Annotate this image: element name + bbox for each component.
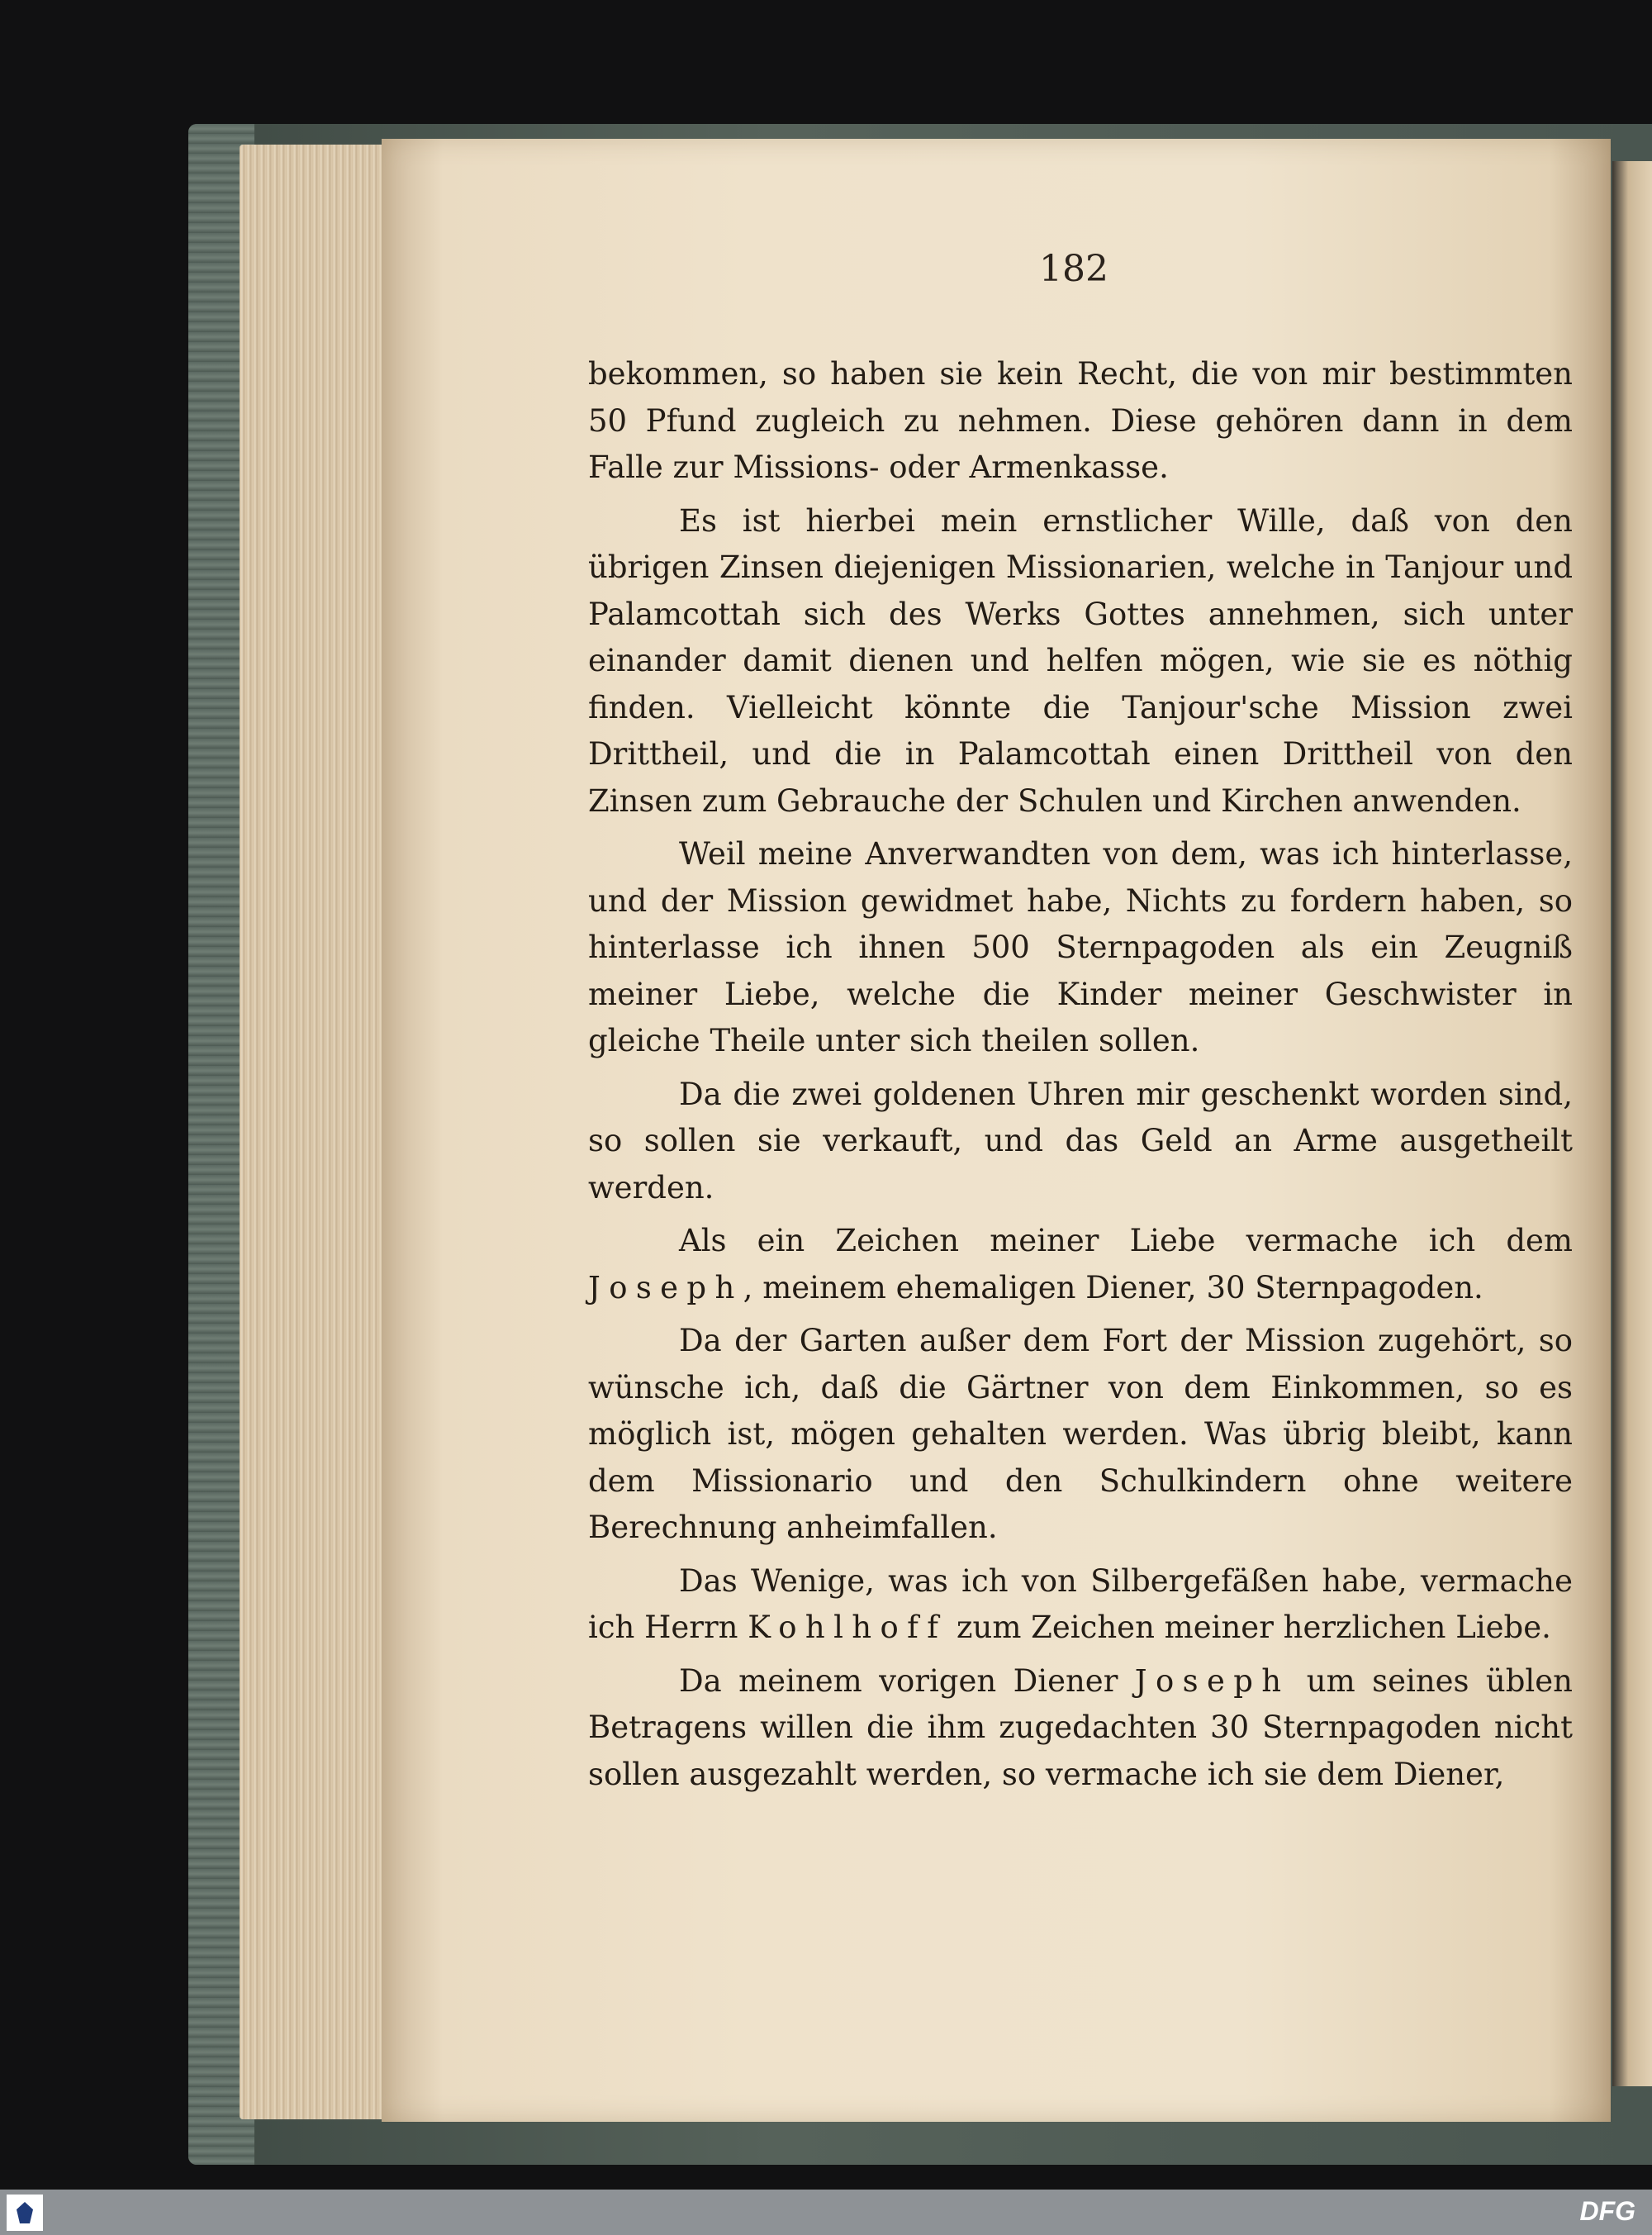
dfg-logo[interactable]: DFG xyxy=(1579,2196,1635,2226)
facing-page xyxy=(1612,161,1652,2086)
paragraph-text: zum Zeichen meiner herzlichen Liebe. xyxy=(947,1610,1551,1645)
library-logo-icon[interactable] xyxy=(7,2195,43,2231)
paragraph: Da der Garten außer dem Fort der Mission zugehört, so wünsche ich, daß die Gärtner von dem Einkommen, so es möglich ist, mögen gehalten werden. Was übrig bleibt, kann dem Missionario und den Schulkindern ohne weitere Berechnung anheimfallen. xyxy=(588,1323,1573,1545)
paragraph: Es ist hierbei mein ernstlicher Wille, daß von den übrigen Zinsen diejenigen Missionarien, welche in Tanjour und Palamcottah sich des Werks Gottes annehmen, sich unter einander damit dienen und helfen mögen, wie sie es nöthig finden. Vielleicht könnte die Tanjour'sche Mission zwei Drittheil, und die in Palamcottah einen Drittheil von den Zinsen zum Gebrauche der Schulen und Kirchen anwenden. xyxy=(588,502,1573,819)
viewer-footer-bar xyxy=(0,2190,1652,2235)
paragraph-text: Das Wenige, was ich von Silbergefäßen habe, vermache ich Herrn xyxy=(588,1562,1573,1645)
spaced-name: Kohlhoff xyxy=(748,1610,947,1645)
page-number: 182 xyxy=(1039,248,1108,290)
paragraph: Da die zwei goldenen Uhren mir geschenkt worden sind, so sollen sie verkauft, und das Geld an Arme ausgetheilt werden. xyxy=(588,1076,1573,1205)
crest-icon xyxy=(17,2202,33,2223)
paragraph-text: Als ein Zeichen meiner Liebe vermache ich dem xyxy=(679,1223,1573,1258)
paragraph xyxy=(588,1218,1573,1311)
spaced-name: Joseph xyxy=(1134,1662,1290,1699)
paragraph: bekommen, so haben sie kein Recht, die von mir bestimmten 50 Pfund zugleich zu nehmen. Diese gehören dann in dem Falle zur Missions- oder Armenkasse. xyxy=(588,356,1573,485)
paragraph xyxy=(588,1658,1573,1799)
paragraph: Weil meine Anverwandten von dem, was ich hinterlasse, und der Mission gewidmet habe, Nichts zu fordern haben, so hinterlasse ich ihnen 500 Sternpagoden als ein Zeugniß meiner Liebe, welche die Kinder meiner Geschwister in gleiche Theile unter sich theilen sollen. xyxy=(588,836,1573,1058)
spaced-name: Joseph xyxy=(588,1269,743,1305)
page-text xyxy=(588,351,1573,1805)
paragraph xyxy=(588,1558,1573,1652)
paragraph-text: , meinem ehemaligen Diener, 30 Sternpagoden. xyxy=(743,1269,1483,1305)
paragraph-text: Da meinem vorigen Diener xyxy=(679,1662,1135,1699)
paragraph-text: um seines üblen Betragens willen die ihm zugedachten 30 Sternpagoden nicht sollen ausgezahlt werden, so vermache ich sie dem Diener, xyxy=(588,1662,1573,1792)
